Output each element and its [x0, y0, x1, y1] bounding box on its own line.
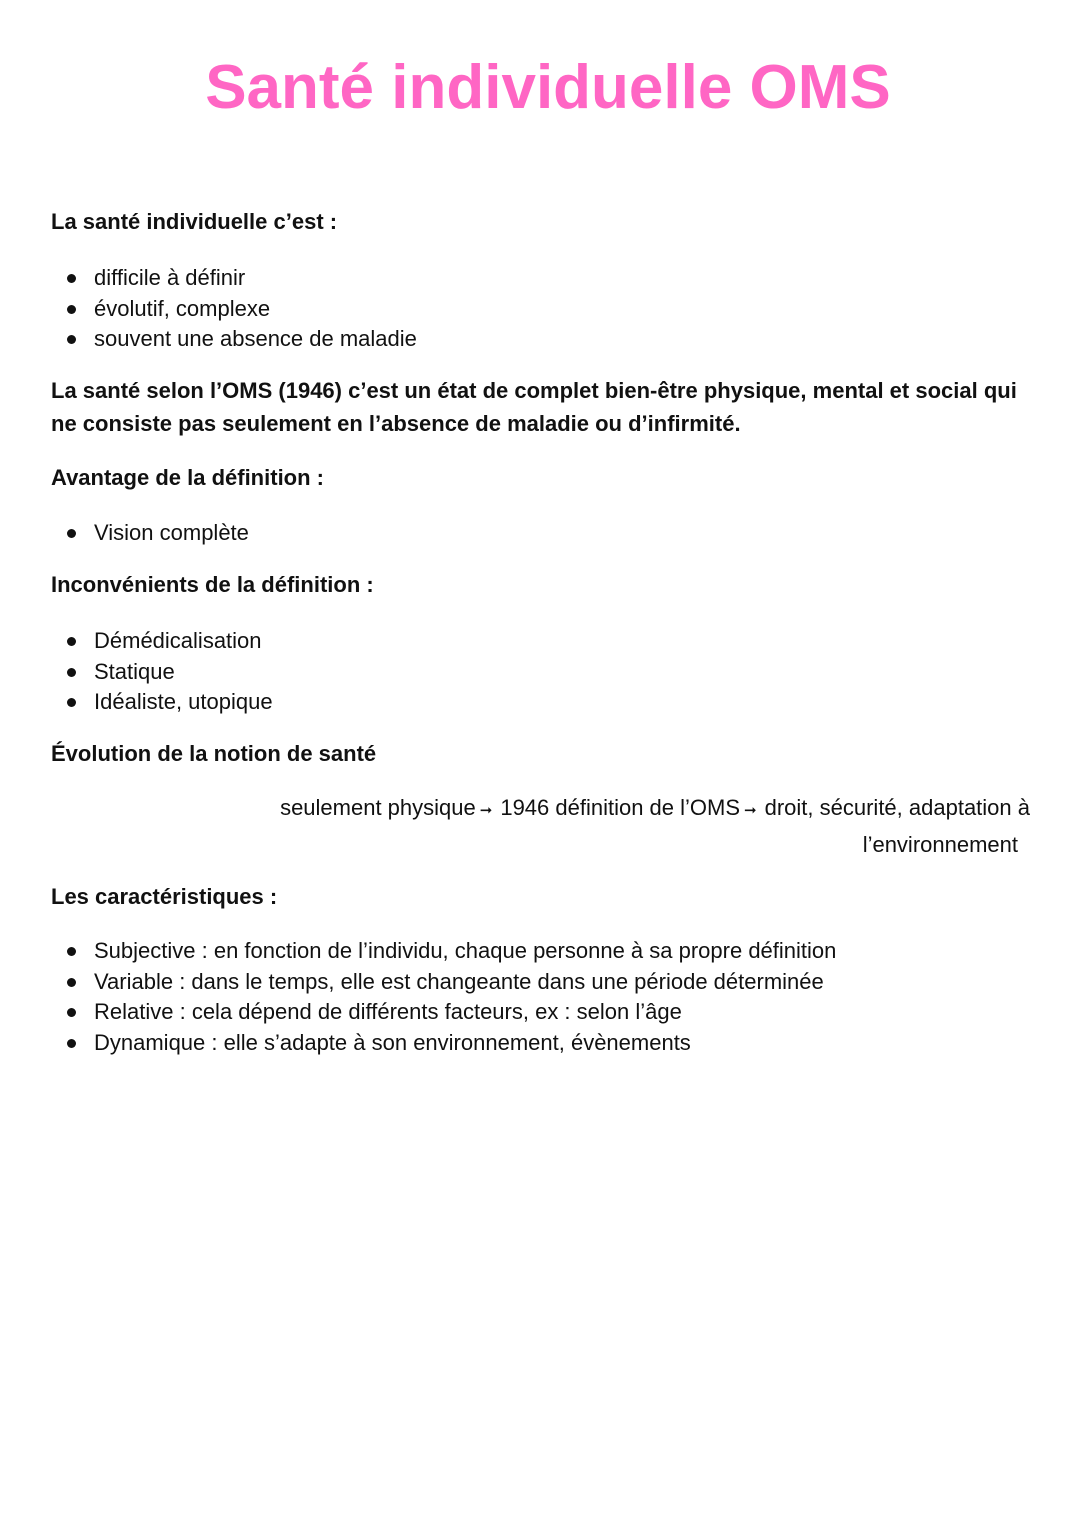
bullet-icon: [67, 668, 76, 677]
section-heading-evolution: Évolution de la notion de santé: [51, 741, 377, 766]
section-heading-individual-health: La santé individuelle c’est :: [51, 209, 338, 234]
bullet-icon: [67, 637, 76, 646]
bullet-icon: [67, 529, 76, 538]
characteristics-list: [51, 936, 1030, 1058]
arrow-right-icon: ➞: [479, 802, 493, 819]
bullet-icon: [67, 978, 76, 987]
bullet-icon: [67, 698, 76, 707]
advantage-list: [51, 518, 1030, 549]
evolution-step: seulement physique: [280, 795, 476, 820]
drawbacks-list: [51, 626, 1030, 718]
list-item-text: évolutif, complexe: [94, 295, 271, 321]
list-item-text: Statique: [94, 658, 175, 684]
evolution-timeline: [236, 791, 1030, 862]
evolution-step: 1946 définition de l’OMS: [500, 795, 741, 820]
bullet-icon: [67, 335, 76, 344]
evolution-line: [236, 791, 1030, 828]
bullet-icon: [67, 274, 76, 283]
section-heading-advantage: Avantage de la définition :: [51, 465, 324, 490]
bullet-icon: [67, 305, 76, 314]
evolution-continuation: l’environnement: [862, 832, 1018, 857]
section-heading-drawbacks: Inconvénients de la définition :: [51, 572, 374, 597]
list-item: [51, 324, 1030, 355]
list-item-text: difficile à définir: [94, 265, 246, 290]
list-item: [51, 294, 1030, 325]
list-item-text: Subjective : en fonction de l’individu, chaque personne à sa propre définition: [94, 938, 837, 963]
list-item-text: Dynamique : elle s’adapte à son environnement, évènements: [94, 1029, 691, 1055]
list-item-text: Variable : dans le temps, elle est changeante dans une période déterminée: [94, 968, 824, 994]
list-item-text: Vision complète: [94, 520, 249, 545]
list-item: [51, 657, 1030, 688]
who-definition: La santé selon l’OMS (1946) c’est un état de complet bien-être physique, mental et social qui ne consiste pas seulement en l’absence de maladie ou d’infirmité.: [51, 378, 1017, 436]
list-item: [51, 1028, 1030, 1059]
list-item: [51, 997, 1030, 1028]
list-item-text: Démédicalisation: [94, 628, 262, 653]
bullet-icon: [67, 947, 76, 956]
bullet-icon: [67, 1008, 76, 1017]
list-item: [51, 967, 1030, 998]
bullet-icon: [67, 1039, 76, 1048]
list-item: [51, 263, 1030, 294]
page-title: Santé individuelle OMS: [205, 53, 891, 122]
arrow-right-icon: ➞: [744, 802, 757, 819]
list-item: [51, 518, 1030, 549]
list-item-text: Idéaliste, utopique: [94, 689, 273, 714]
list-item: [51, 936, 1030, 967]
list-item: [51, 626, 1030, 657]
evolution-step: droit, sécurité, adaptation à: [764, 795, 1030, 820]
individual-health-list: [51, 263, 1030, 355]
section-heading-characteristics: Les caractéristiques :: [51, 884, 278, 909]
list-item: [51, 687, 1030, 718]
list-item-text: Relative : cela dépend de différents facteurs, ex : selon l’âge: [94, 999, 682, 1024]
list-item-text: souvent une absence de maladie: [94, 326, 417, 351]
